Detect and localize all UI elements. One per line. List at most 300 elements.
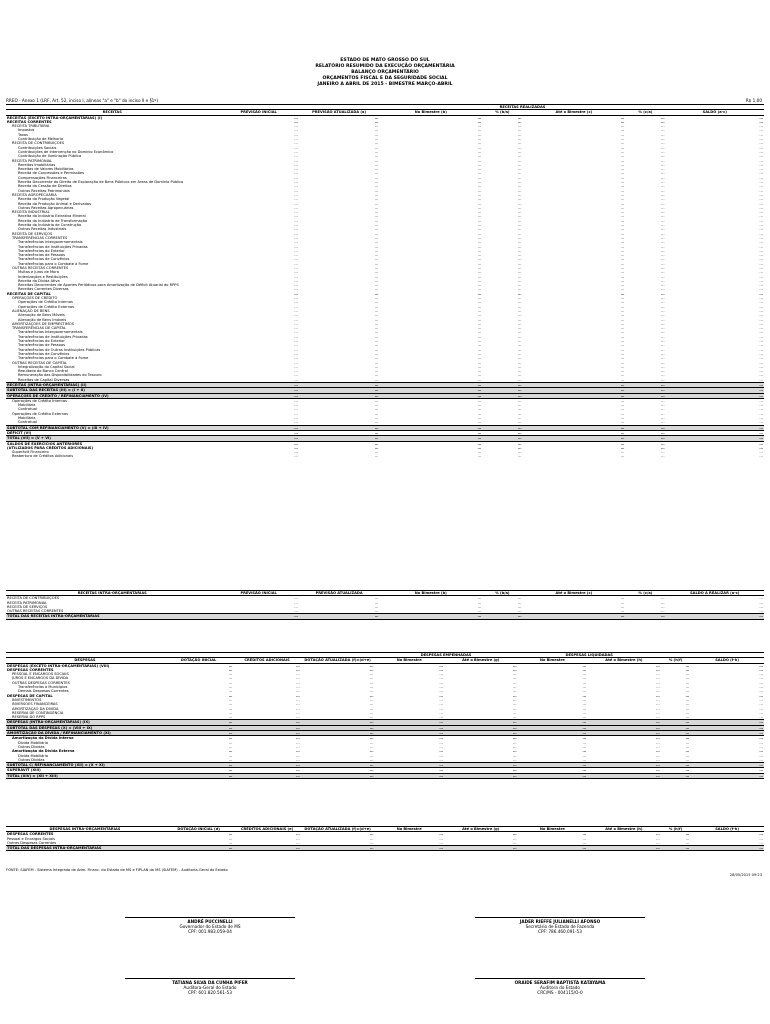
row-value: …	[369, 836, 374, 841]
row-value: …	[439, 663, 443, 668]
row-value: …	[369, 710, 374, 715]
row-value: …	[477, 265, 482, 270]
row-value: …	[620, 604, 625, 609]
row-value: …	[620, 167, 625, 172]
row-value: …	[296, 749, 300, 754]
row-value: …	[294, 162, 298, 167]
row-value: …	[660, 369, 665, 374]
row-value: …	[374, 235, 379, 240]
row-value: …	[517, 407, 522, 412]
row-label: Impostos	[18, 128, 35, 133]
row-value: …	[477, 253, 482, 258]
row-value: …	[228, 693, 233, 698]
row-value: …	[477, 137, 482, 142]
row-value: …	[660, 141, 665, 146]
row-value: …	[759, 214, 763, 219]
row-value: …	[517, 339, 522, 344]
row-value: …	[374, 317, 379, 322]
row-value: …	[660, 145, 665, 150]
row-value: …	[661, 731, 690, 736]
row-value: …	[294, 454, 298, 459]
row-value: …	[656, 753, 660, 758]
row-value: …	[660, 162, 665, 167]
row-value: …	[228, 840, 233, 845]
row-value: …	[517, 257, 522, 262]
signature-name: ORAIDE SERAFIM BAPTISTA KATAYAMA	[514, 980, 606, 985]
row-value: …	[233, 725, 300, 730]
row-label: Amortização da Dívida Externa	[12, 749, 75, 754]
row-label: Contribuições de Intervenção no Domínio Econômico	[18, 149, 114, 154]
row-value: …	[296, 663, 300, 668]
header-line: ORÇAMENTOS FISCAL E DA SEGURIDADE SOCIAL	[322, 76, 448, 81]
row-value: …	[517, 278, 522, 283]
row-value: …	[620, 201, 625, 206]
row-value: …	[374, 128, 379, 133]
column-header: SALDO (f-h)	[690, 658, 764, 663]
row-value: …	[477, 356, 482, 361]
row-value: …	[294, 188, 298, 193]
row-value: …	[625, 393, 665, 398]
row-label: Alienação de Bens Móveis	[18, 313, 65, 318]
row-value: …	[656, 667, 660, 672]
row-value: …	[294, 339, 298, 344]
row-value: …	[369, 757, 374, 762]
row-value: …	[759, 604, 763, 609]
row-value: …	[228, 663, 233, 668]
row-value: …	[759, 128, 763, 133]
row-value: …	[620, 330, 625, 335]
row-value: …	[477, 192, 482, 197]
row-value: …	[374, 205, 379, 210]
row-label: RESERVA DE CONTINGÊNCIA	[12, 710, 64, 715]
row-value: …	[759, 240, 763, 245]
column-header: CRÉDITOS ADICIONAIS	[233, 658, 300, 663]
row-value: …	[374, 167, 379, 172]
row-value: …	[369, 768, 374, 773]
row-label: Receita da Produção Vegetal	[18, 197, 70, 202]
row-label: Mobiliária	[18, 403, 36, 408]
row-value: …	[374, 430, 379, 435]
row-label: RECEITA PATRIMONIAL	[12, 158, 53, 163]
row-label: SUBTOTAL COM REFINANCIAMENTO (V) = (III + IV)	[6, 425, 218, 430]
row-label: TOTAL DAS DESPESAS INTRA-ORÇAMENTÁRIAS	[6, 846, 164, 851]
row-value: …	[582, 676, 587, 681]
row-value: …	[294, 604, 298, 609]
row-label: RECEITAS (INTRA-ORÇAMENTÁRIAS) (II)	[6, 383, 218, 388]
row-value: …	[517, 201, 522, 206]
row-value: …	[660, 416, 665, 421]
row-value: …	[656, 749, 660, 754]
row-value: …	[656, 715, 660, 720]
despesas-table	[6, 652, 764, 779]
row-value: …	[369, 676, 374, 681]
row-value: …	[477, 240, 482, 245]
row-value: …	[660, 214, 665, 219]
row-label: TRANSFERÊNCIAS DE CAPITAL	[12, 326, 66, 331]
row-value: …	[477, 317, 482, 322]
row-value: …	[296, 676, 300, 681]
row-value: …	[620, 235, 625, 240]
row-value: …	[294, 347, 298, 352]
row-value: …	[294, 596, 298, 601]
row-value: …	[620, 149, 625, 154]
row-value: …	[660, 124, 665, 129]
row-value: …	[759, 693, 763, 698]
row-value: …	[374, 373, 379, 378]
row-value: …	[620, 240, 625, 245]
row-value: …	[582, 836, 587, 841]
header-line: BALANÇO ORÇAMENTÁRIO	[351, 70, 419, 75]
row-value: …	[517, 227, 522, 232]
row-value: …	[477, 235, 482, 240]
row-value: …	[228, 672, 233, 677]
signature-doc: CRC/MS - 004115/O-0	[537, 990, 583, 996]
row-value: …	[294, 218, 298, 223]
row-value: …	[620, 596, 625, 601]
signature-secretary	[440, 917, 680, 935]
row-value: …	[660, 321, 665, 326]
row-value: …	[759, 753, 763, 758]
row-value: …	[582, 663, 587, 668]
row-label: RECEITAS CORRENTES	[7, 119, 52, 124]
row-value: …	[685, 667, 690, 672]
row-value: …	[620, 171, 625, 176]
row-value: …	[620, 244, 625, 249]
row-value: …	[759, 132, 763, 137]
row-label: Transferências de Instituições Privadas	[18, 334, 88, 339]
row-value: …	[517, 162, 522, 167]
row-value: …	[517, 274, 522, 279]
row-value: …	[379, 436, 482, 441]
row-value: …	[656, 706, 660, 711]
row-value: …	[660, 596, 665, 601]
row-value: …	[517, 321, 522, 326]
row-value: …	[517, 411, 522, 416]
row-value: …	[517, 244, 522, 249]
row-value: …	[660, 192, 665, 197]
row-value: …	[374, 184, 379, 189]
row-value: …	[374, 407, 379, 412]
row-value: …	[522, 425, 625, 430]
row-value: …	[477, 411, 482, 416]
row-value: …	[517, 132, 522, 137]
row-value: …	[660, 304, 665, 309]
row-value: …	[620, 257, 625, 262]
row-value: …	[294, 154, 298, 159]
row-value: …	[369, 697, 374, 702]
row-value: …	[374, 257, 379, 262]
row-value: …	[374, 403, 379, 408]
row-value: …	[374, 171, 379, 176]
row-value: …	[660, 339, 665, 344]
row-value: …	[477, 343, 482, 348]
row-value: …	[369, 749, 374, 754]
column-header: No Bimestre	[518, 658, 587, 663]
column-header: Até o Bimestre (h)	[587, 658, 661, 663]
row-value: …	[218, 614, 298, 619]
column-header: % (b/a)	[482, 110, 522, 115]
row-value: …	[620, 205, 625, 210]
row-value: …	[660, 270, 665, 275]
row-value: …	[517, 287, 522, 292]
column-header: % (b/a)	[482, 591, 522, 596]
row-value: …	[296, 715, 300, 720]
row-value: …	[582, 749, 587, 754]
row-value: …	[513, 744, 517, 749]
row-value: …	[294, 420, 298, 425]
row-value: …	[294, 192, 298, 197]
row-value: …	[517, 137, 522, 142]
column-header: % (c/a)	[625, 110, 665, 115]
row-value: …	[625, 614, 665, 619]
row-value: …	[620, 364, 625, 369]
row-value: …	[477, 296, 482, 301]
row-value: …	[518, 725, 587, 730]
row-value: …	[294, 313, 298, 318]
row-value: …	[294, 300, 298, 305]
row-value: …	[374, 364, 379, 369]
receitas-intra-table	[6, 590, 764, 620]
row-value: …	[294, 600, 298, 605]
row-value: …	[759, 339, 763, 344]
row-value: …	[294, 141, 298, 146]
row-value: …	[477, 445, 482, 450]
row-value: …	[620, 154, 625, 159]
row-label: Outras Receitas Industriais	[18, 227, 67, 232]
row-value: …	[444, 725, 518, 730]
row-value: …	[620, 347, 625, 352]
row-value: …	[660, 454, 665, 459]
column-header: DOTAÇÃO ATUALIZADA (f)=(d+e)	[301, 827, 375, 832]
row-value: …	[517, 351, 522, 356]
row-value: …	[759, 364, 763, 369]
row-value: …	[582, 706, 587, 711]
row-value: …	[759, 278, 763, 283]
row-value: …	[374, 304, 379, 309]
row-value: …	[294, 398, 298, 403]
row-value: …	[517, 356, 522, 361]
row-value: …	[656, 740, 660, 745]
row-label: Transferências de Convênios	[18, 351, 70, 356]
row-label: Transferências Intergovernamentais	[18, 240, 83, 245]
row-value: …	[369, 744, 374, 749]
column-header: DOTAÇÃO INICIAL (d)	[164, 827, 233, 832]
row-label: Outras Dívidas	[18, 757, 45, 762]
row-label: DESPESAS (EXCETO INTRA-ORÇAMENTÁRIAS) (VIII)	[7, 663, 110, 668]
row-value: …	[513, 663, 517, 668]
row-value: …	[759, 205, 763, 210]
row-value: …	[294, 441, 298, 446]
row-value: …	[620, 162, 625, 167]
row-value: …	[482, 436, 522, 441]
row-value: …	[759, 667, 763, 672]
row-value: …	[233, 846, 300, 851]
row-value: …	[517, 364, 522, 369]
row-value: …	[660, 334, 665, 339]
row-value: …	[294, 167, 298, 172]
row-value: …	[620, 278, 625, 283]
row-label: Operações de Crédito Externas	[18, 304, 74, 309]
row-value: …	[582, 757, 587, 762]
row-label: Transferências de Pessoas	[18, 253, 65, 258]
row-value: …	[228, 836, 233, 841]
column-group-header: DESPESAS LIQUIDADAS	[518, 653, 661, 658]
row-value: …	[587, 725, 661, 730]
row-value: …	[517, 192, 522, 197]
row-value: …	[759, 697, 763, 702]
row-value: …	[513, 697, 517, 702]
row-value: …	[685, 710, 690, 715]
row-value: …	[374, 441, 379, 446]
row-value: …	[587, 846, 661, 851]
row-value: …	[582, 693, 587, 698]
row-value: …	[656, 685, 660, 690]
row-value: …	[620, 175, 625, 180]
row-value: …	[620, 403, 625, 408]
row-value: …	[517, 231, 522, 236]
row-value: …	[661, 725, 690, 730]
row-value: …	[666, 393, 764, 398]
row-value: …	[660, 330, 665, 335]
row-value: …	[522, 383, 625, 388]
row-value: …	[296, 702, 300, 707]
row-value: …	[517, 454, 522, 459]
row-value: …	[685, 706, 690, 711]
row-label: AMORTIZAÇÃO DA DÍVIDA	[12, 706, 59, 711]
row-value: …	[294, 343, 298, 348]
row-value: …	[660, 347, 665, 352]
row-value: …	[660, 283, 665, 288]
row-value: …	[482, 614, 522, 619]
row-value: …	[296, 697, 300, 702]
row-value: …	[374, 188, 379, 193]
row-value: …	[517, 184, 522, 189]
row-value: …	[660, 287, 665, 292]
row-label: TOTAL (XIV) = (XII + XIII)	[6, 773, 164, 778]
row-value: …	[477, 141, 482, 146]
row-value: …	[625, 425, 665, 430]
row-value: …	[666, 388, 764, 393]
row-value: …	[517, 283, 522, 288]
row-value: …	[294, 175, 298, 180]
signature-role: Governador do Estado de MS	[179, 924, 241, 930]
row-value: …	[517, 360, 522, 365]
column-header: Até o Bimestre (g)	[444, 658, 518, 663]
row-value: …	[294, 287, 298, 292]
row-value: …	[582, 680, 587, 685]
row-label: OUTRAS DESPESAS CORRENTES	[12, 680, 70, 685]
row-value: …	[656, 757, 660, 762]
row-value: …	[620, 184, 625, 189]
row-value: …	[759, 291, 763, 296]
row-value: …	[477, 171, 482, 176]
row-value: …	[477, 197, 482, 202]
row-label: Transferências Intergovernamentais	[18, 330, 83, 335]
row-value: …	[294, 248, 298, 253]
row-value: …	[518, 731, 587, 736]
row-value: …	[369, 740, 374, 745]
row-value: …	[513, 676, 517, 681]
row-value: …	[374, 265, 379, 270]
row-value: …	[374, 720, 443, 725]
row-value: …	[477, 124, 482, 129]
row-value: …	[439, 689, 443, 694]
row-value: …	[759, 832, 763, 837]
row-value: …	[620, 210, 625, 215]
row-value: …	[522, 388, 625, 393]
row-value: …	[294, 296, 298, 301]
row-value: …	[517, 420, 522, 425]
row-value: …	[228, 685, 233, 690]
row-value: …	[517, 604, 522, 609]
row-label: (UTILIZADOS PARA CRÉDITOS ADICIONAIS)	[7, 445, 94, 450]
row-value: …	[477, 119, 482, 124]
row-value: …	[233, 731, 300, 736]
row-value: …	[759, 223, 763, 228]
row-value: …	[477, 609, 482, 614]
row-value: …	[374, 731, 443, 736]
row-value: …	[759, 360, 763, 365]
row-value: …	[660, 201, 665, 206]
row-value: …	[477, 145, 482, 150]
row-value: …	[477, 339, 482, 344]
row-value: …	[477, 360, 482, 365]
row-value: …	[477, 184, 482, 189]
row-label: SUPERÁVIT (XIII)	[7, 768, 41, 773]
row-label: OUTRAS RECEITAS CORRENTES	[12, 265, 69, 270]
row-value: …	[661, 763, 690, 768]
row-value: …	[374, 227, 379, 232]
row-value: …	[517, 270, 522, 275]
row-value: …	[477, 604, 482, 609]
row-value: …	[660, 356, 665, 361]
row-value: …	[582, 672, 587, 677]
row-value: …	[517, 235, 522, 240]
row-label: Reabertura de Créditos Adicionais	[12, 454, 74, 459]
row-value: …	[477, 175, 482, 180]
row-value: …	[517, 197, 522, 202]
row-value: …	[759, 313, 763, 318]
row-value: …	[685, 680, 690, 685]
signature-name: TATIANA SILVA DA CUNHA PIFER	[172, 980, 248, 985]
row-value: …	[517, 149, 522, 154]
row-value: …	[656, 840, 660, 845]
row-value: …	[759, 710, 763, 715]
row-label: Receitas Correntes Diversas	[18, 287, 69, 292]
row-value: …	[513, 689, 517, 694]
row-value: …	[656, 768, 660, 773]
row-value: …	[294, 180, 298, 185]
row-value: …	[477, 214, 482, 219]
row-value: …	[477, 596, 482, 601]
row-label: RECEITAS DE CAPITAL	[7, 291, 51, 296]
row-value: …	[660, 351, 665, 356]
row-value: …	[620, 441, 625, 446]
row-value: …	[294, 373, 298, 378]
row-value: …	[477, 283, 482, 288]
row-label: Receitas de Valores Mobiliários	[18, 167, 74, 172]
row-value: …	[759, 407, 763, 412]
row-value: …	[513, 672, 517, 677]
row-value: …	[759, 149, 763, 154]
row-value: …	[620, 326, 625, 331]
row-value: …	[625, 388, 665, 393]
row-value: …	[482, 383, 522, 388]
row-value: …	[660, 218, 665, 223]
row-value: …	[374, 600, 379, 605]
row-value: …	[477, 373, 482, 378]
table-row	[6, 454, 764, 458]
